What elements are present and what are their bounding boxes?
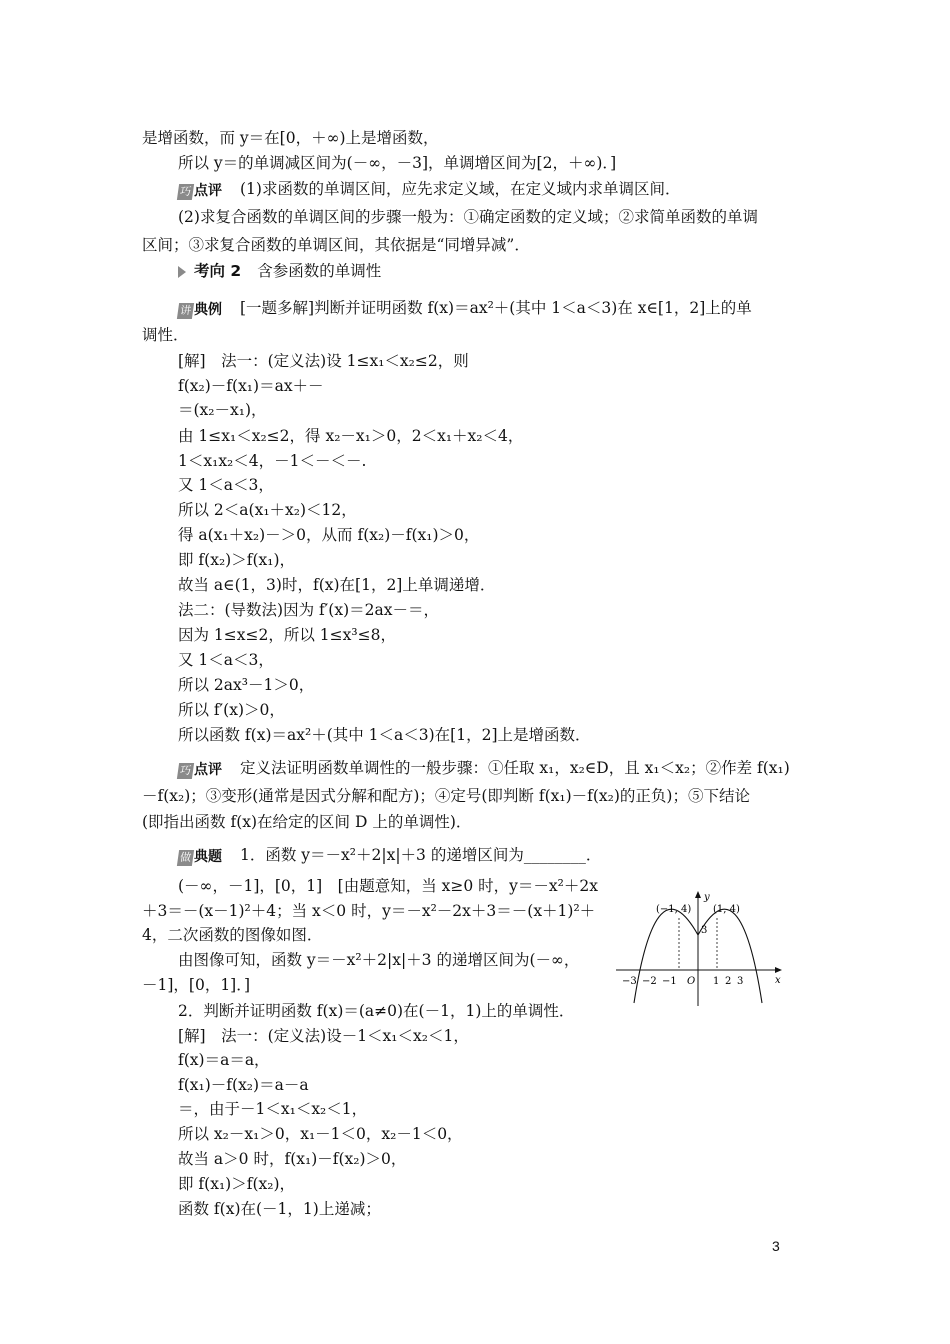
text-line: 得 a(x₁＋x₂)－＞0，从而 f(x₂)－f(x₁)＞0， — [178, 526, 480, 544]
text-line: 所以 f′(x)＞0， — [178, 701, 285, 719]
text-line: 所以 2ax³－1＞0， — [178, 676, 315, 694]
comment-paragraph: 巧 点评 定义法证明函数单调性的一般步骤：①任取 x₁，x₂∈D，且 x₁＜x₂；②作差 f(x₁) — [178, 758, 790, 780]
text-line: 调性． — [142, 326, 189, 344]
text-line: ＋3＝－(x－1)²＋4；当 x＜0 时，y＝－x²－2x＋3＝－(x＋1)²＋ — [142, 902, 596, 920]
text-line: 函数 f(x)在(－1，1)上递减； — [178, 1200, 381, 1218]
text-line: (即指出函数 f(x)在给定的区间 D 上的单调性)． — [142, 813, 472, 831]
text-line: 1＜x₁x₂＜4，－1＜－＜－. — [178, 452, 367, 470]
text-line: －1]，[0，1]．] — [142, 976, 251, 994]
comment-tag: 巧 点评 — [178, 180, 222, 201]
origin-label: O — [687, 976, 696, 987]
text-line: [解] 法一：(定义法)设 1≤x₁＜x₂≤2，则 — [178, 352, 469, 370]
function-graph — [612, 888, 790, 1008]
text-line: 所以 2＜a(x₁＋x₂)＜12， — [178, 501, 357, 519]
left-peak-label: (−1, 4) — [656, 904, 692, 915]
text-line: 所以函数 f(x)＝ax²＋(其中 1＜a＜3)在[1，2]上是增函数． — [178, 726, 591, 744]
text-line: 是增函数，而 y＝在[0，＋∞)上是增函数， — [142, 129, 439, 147]
tick-label: −3 — [622, 976, 637, 987]
text-line: 所以 x₂－x₁＞0，x₁－1＜0，x₂－1＜0， — [178, 1125, 463, 1143]
text-line: (－∞，－1]，[0，1] [由题意知，当 x≥0 时，y＝－x²＋2x — [178, 877, 598, 895]
text-line: [解] 法一：(定义法)设－1＜x₁＜x₂＜1， — [178, 1027, 469, 1045]
text-line: 又 1＜a＜3， — [178, 476, 274, 494]
text-line: 法二：(导数法)因为 f′(x)＝2ax－＝， — [178, 601, 439, 619]
text-line: 因为 1≤x≤2，所以 1≤x³≤8， — [178, 626, 396, 644]
text-line: 又 1＜a＜3， — [178, 651, 274, 669]
text-line: f(x₁)－f(x₂)＝a－a — [178, 1076, 309, 1094]
tick-label: 2 — [725, 976, 732, 987]
practice-tag: 做 典题 — [178, 846, 222, 867]
triangle-arrow-icon — [178, 266, 186, 278]
text-line: 4，二次函数的图像如图． — [142, 926, 323, 944]
text-line: 由图像可知，函数 y＝－x²＋2|x|＋3 的递增区间为(－∞， — [178, 951, 580, 969]
x-axis-arrow-icon — [775, 967, 782, 973]
tick-label: 3 — [737, 976, 744, 987]
page-number: 3 — [772, 1238, 780, 1254]
text-line: 由 1≤x₁＜x₂≤2，得 x₂－x₁＞0，2＜x₁＋x₂＜4， — [178, 427, 524, 445]
text-line: 区间；③求复合函数的单调区间，其依据是“同增异减”． — [142, 236, 530, 254]
text-line: 2．判断并证明函数 f(x)＝(a≠0)在(－1，1)上的单调性． — [178, 1002, 575, 1020]
right-peak-label: (1, 4) — [713, 904, 740, 915]
text-line: 故当 a＞0 时，f(x₁)－f(x₂)＞0， — [178, 1150, 407, 1168]
text-line: 即 f(x₁)＞f(x₂)， — [178, 1175, 295, 1193]
example-paragraph: 讲 典例 [一题多解]判断并证明函数 f(x)＝ax²＋(其中 1＜a＜3)在 x∈[1，2]上的单 — [178, 298, 752, 320]
text-line: f(x₂)－f(x₁)＝ax＋－ — [178, 377, 324, 395]
text-line: 即 f(x₂)＞f(x₁)， — [178, 551, 295, 569]
practice-paragraph: 做 典题 1．函数 y＝－x²＋2|x|＋3 的递增区间为________． — [178, 845, 601, 867]
tick-label: −1 — [662, 976, 677, 987]
section-heading: 考向 2 含参函数的单调性 — [178, 261, 381, 281]
y-axis-arrow-icon — [695, 891, 701, 898]
text-line: ＝(x₂－x₁)， — [178, 401, 267, 419]
tick-label: −2 — [642, 976, 657, 987]
comment-tag: 巧 点评 — [178, 759, 222, 780]
text-line: ＝，由于－1＜x₁＜x₂＜1， — [178, 1100, 368, 1118]
x-axis-label: x — [775, 975, 781, 986]
text-line: －f(x₂)；③变形(通常是因式分解和配方)；④定号(即判断 f(x₁)－f(x₂)的正负)；⑤下结论 — [142, 787, 750, 805]
text-line: f(x)＝a＝a， — [178, 1051, 270, 1069]
example-tag: 讲 典例 — [178, 299, 222, 320]
tick-label: 1 — [713, 976, 720, 987]
text-line: 故当 a∈(1，3)时，f(x)在[1，2]上单调递增． — [178, 576, 496, 594]
text-line: (2)求复合函数的单调区间的步骤一般为：①确定函数的定义域；②求简单函数的单调 — [178, 208, 758, 226]
text-line: 所以 y＝的单调减区间为(－∞，－3]，单调增区间为[2，＋∞)．] — [178, 154, 617, 172]
y-intercept-label: 3 — [701, 925, 708, 936]
y-axis-label: y — [704, 892, 710, 903]
comment-paragraph: 巧 点评 (1)求函数的单调区间，应先求定义域，在定义域内求单调区间． — [178, 179, 680, 201]
